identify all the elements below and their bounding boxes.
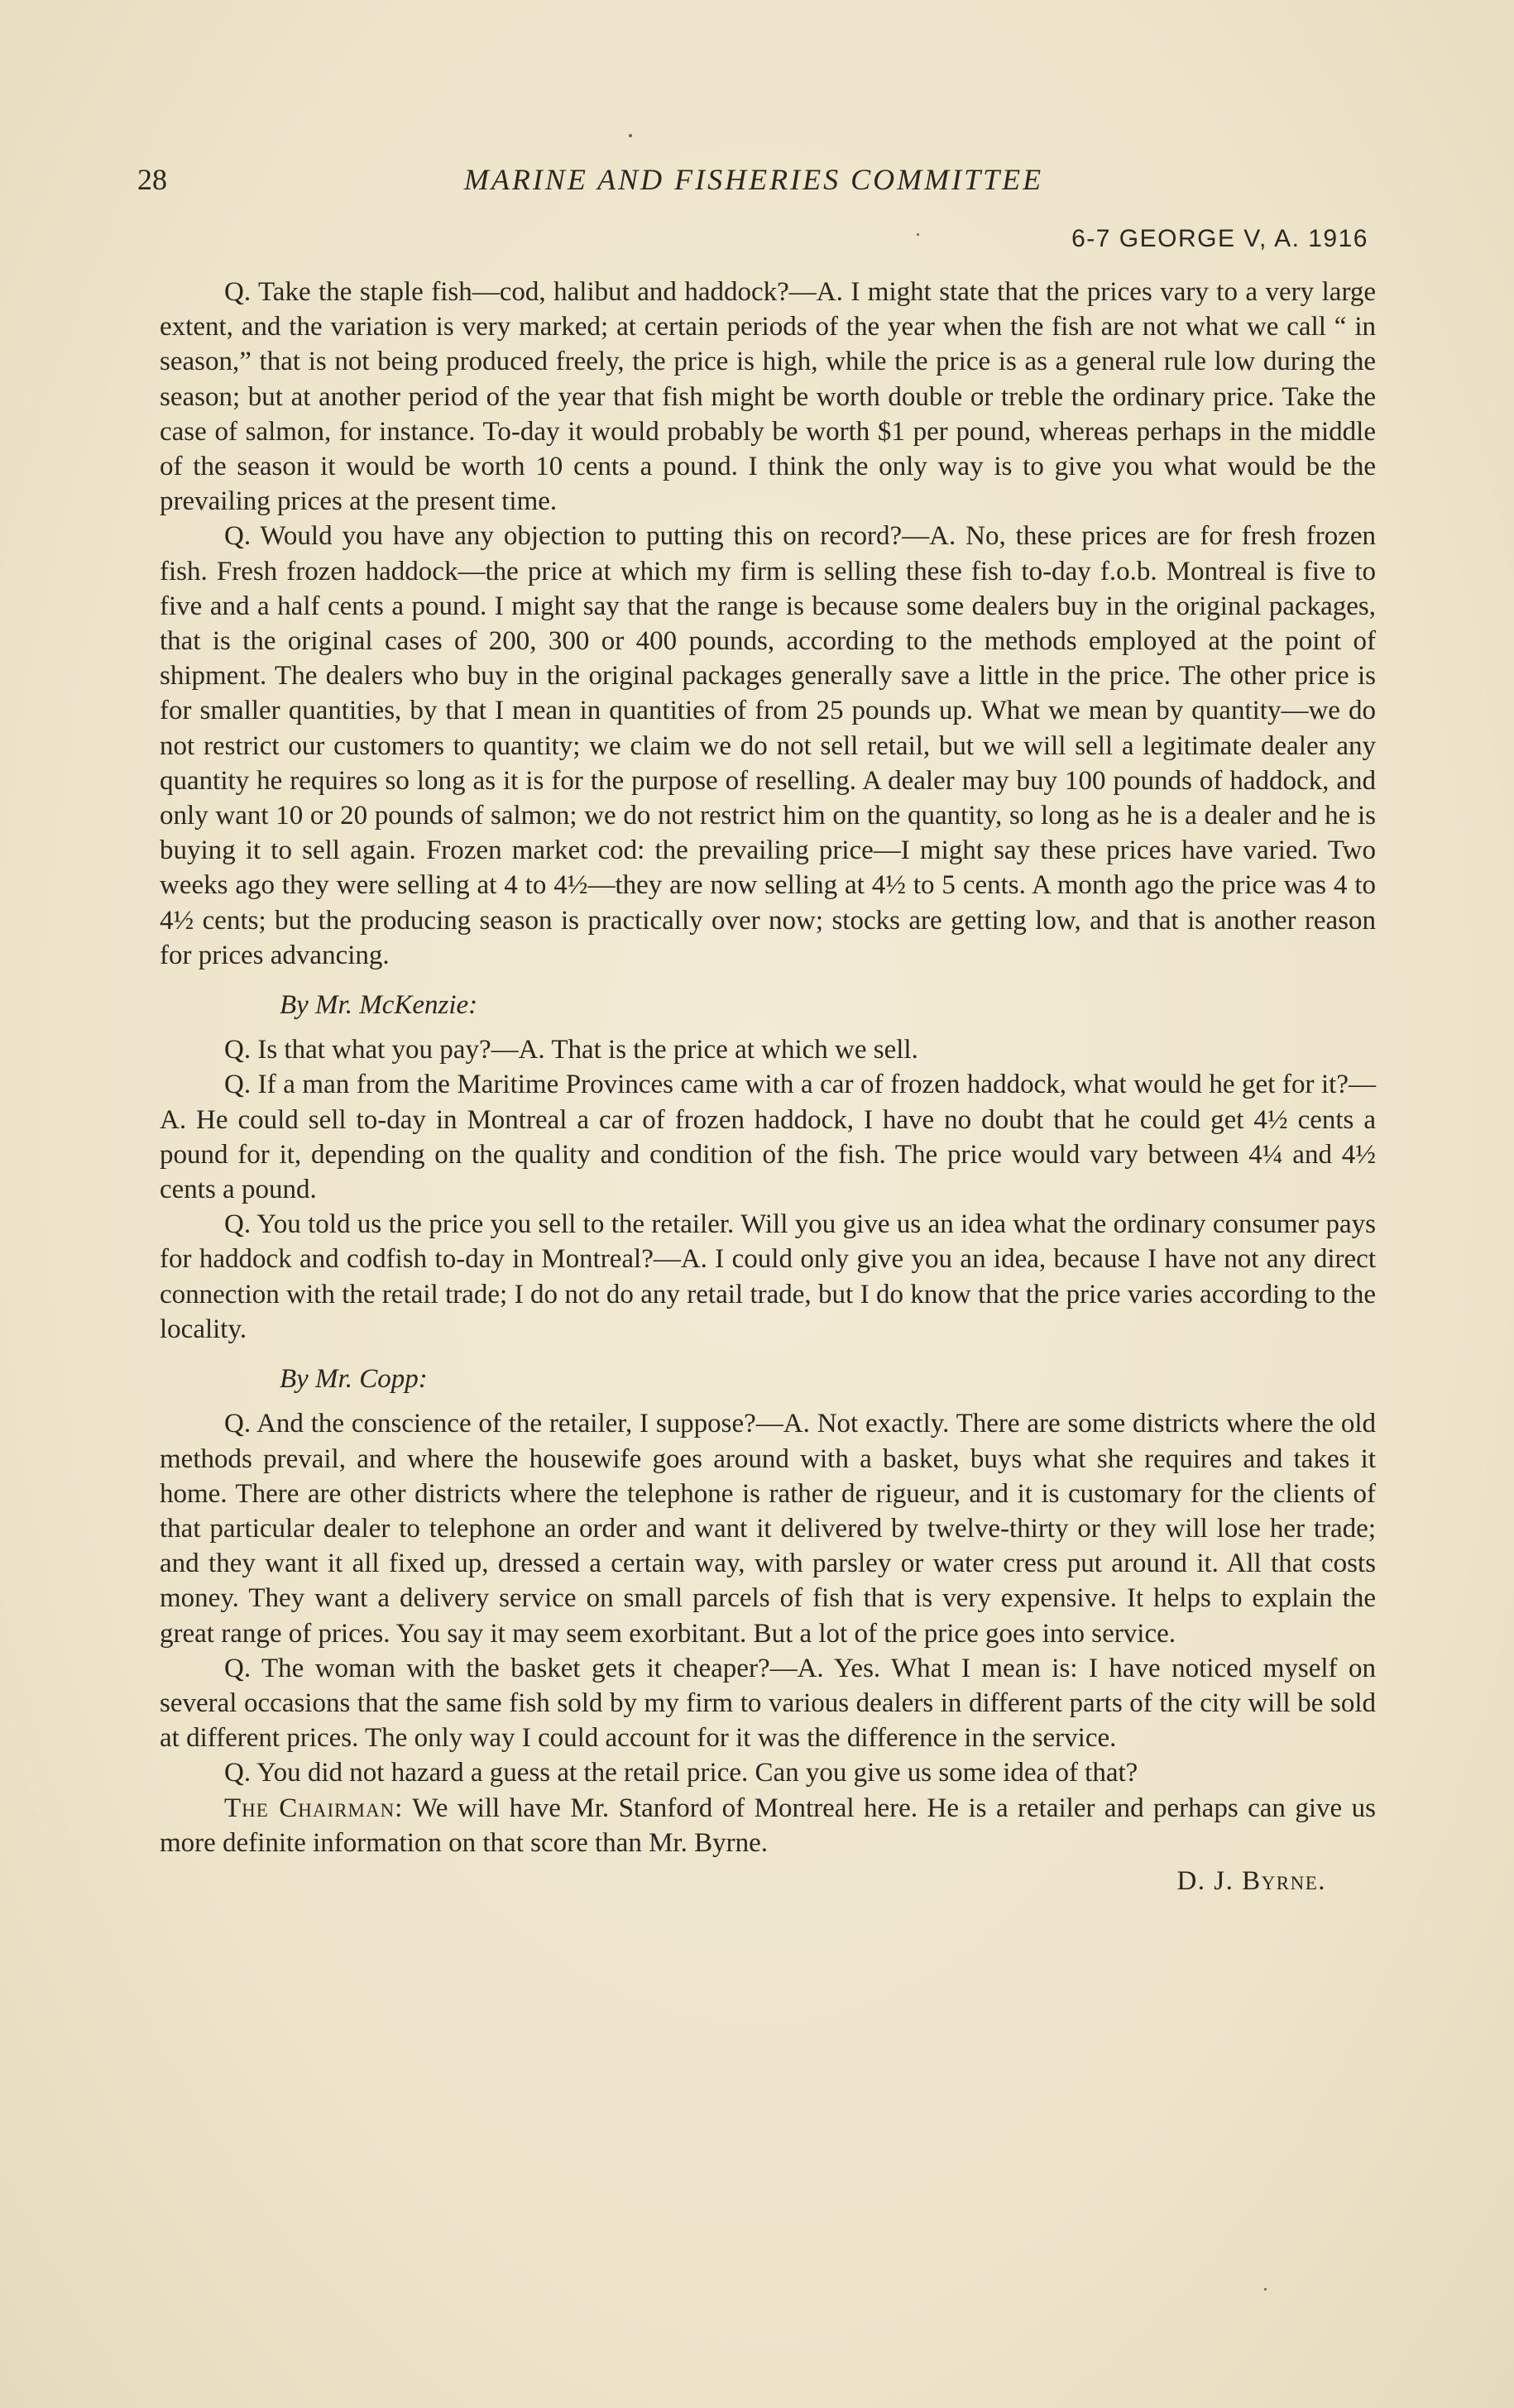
paragraph: Q. You told us the price you sell to the retailer. Will you give us an idea what the ordinary consumer pays for haddock and codfish to-day in Montreal?—A. I could only give you an idea, because I have not any direct connection with the retail trade; I do not do any retail trade, but I do know that the price varies according to the locality. xyxy=(160,1209,1376,1344)
paragraph: Q. You did not hazard a guess at the retail price. Can you give us some idea of that? xyxy=(224,1758,1138,1788)
paragraph: Q. Is that what you pay?—A. That is the price at which we sell. xyxy=(224,1035,918,1065)
paper-speck xyxy=(917,233,919,236)
paper-speck xyxy=(629,134,632,137)
signature: D. J. Byrne. xyxy=(1176,1865,1326,1896)
paragraph: Q. Take the staple fish—cod, halibut and haddock?—A. I might state that the prices vary to a very large extent, and the variation is very marked; at certain periods of the year when the fish are not what we call “ in season,” that is not being produced freely, the price is high, while the price is as a general rule low during the season; but at another period of the year that fish might be worth double or treble the ordinary price. Take the case of salmon, for instance. To-day it would probably be worth $1 per pound, whereas perhaps in the middle of the season it would be worth 10 cents a pound. I think the only way is to give you what would be the prevailing prices at the present time. xyxy=(160,277,1376,517)
paper-speck xyxy=(1264,2288,1267,2291)
chairman-text: We will have Mr. Stanford of Montreal here. He is a retailer and perhaps can give us more definite information on that score than Mr. Byrne. xyxy=(160,1793,1376,1858)
speaker-heading: By Mr. Copp: xyxy=(280,1364,428,1395)
page-number: 28 xyxy=(137,163,167,196)
running-title: MARINE AND FISHERIES COMMITTEE xyxy=(463,163,1044,196)
chairman-label: The Chairman: xyxy=(224,1793,404,1823)
speaker-heading: By Mr. McKenzie: xyxy=(280,990,478,1021)
paragraph: Q. And the conscience of the retailer, I suppose?—A. Not exactly. There are some districts where the old methods prevail, and where the housewife goes around with a basket, buys what she requires and takes it home. There are other districts where the telephone is rather de rigueur, and it is customary for the clients of that particular dealer to telephone an order and want it delivered by twelve-thirty or they will lose her trade; and they want it all fixed up, dressed a certain way, with parsley or water cress put around it. All that costs money. They want a delivery service on small parcels of fish that is very expensive. It helps to explain the great range of prices. You say it may seem exorbitant. But a lot of the price goes into service. xyxy=(160,1409,1376,1649)
paragraph: Q. If a man from the Maritime Provinces came with a car of frozen haddock, what would he get for it?—A. He could sell to-day in Montreal a car of frozen haddock, I have no doubt that he could get 4½ cents a pound for it, depending on the quality and condition of the fish. The price would vary between 4¼ and 4½ cents a pound. xyxy=(160,1070,1376,1205)
document-body xyxy=(160,275,1376,1898)
page-header xyxy=(137,162,1370,212)
paragraph: Q. Would you have any objection to putting this on record?—A. No, these prices are for fresh frozen fish. Fresh frozen haddock—the price at which my firm is selling these fish to-day f.o.b. Montreal is five to five and a half cents a pound. I might say that the range is because some dealers buy in the original packages, that is the original cases of 200, 300 or 400 pounds, according to the methods employed at the point of shipment. The dealers who buy in the original packages generally save a little in the price. The other price is for smaller quantities, by that I mean in quantities of from 25 pounds up. What we mean by quantity—we do not restrict our customers to quantity; we claim we do not sell retail, but we will sell a legitimate dealer any quantity he requires so long as it is for the purpose of reselling. A dealer may buy 100 pounds of haddock, and only want 10 or 20 pounds of salmon; we do not restrict him on the quantity, so long as he is a dealer and he is buying it to sell again. Frozen market cod: the prevailing price—I might say these prices have varied. Two weeks ago they were selling at 4 to 4½—they are now selling at 4½ to 5 cents. A month ago the price was 4 to 4½ cents; but the producing season is practically over now; stocks are getting low, and that is another reason for prices advancing. xyxy=(160,521,1376,970)
paragraph: Q. The woman with the basket gets it cheaper?—A. Yes. What I mean is: I have noticed myself on several occasions that the same fish sold by my firm to various dealers in different parts of the city will be sold at different prices. The only way I could account for it was the difference in the service. xyxy=(160,1653,1376,1754)
paragraph-chairman xyxy=(160,1791,1376,1860)
session-label: 6-7 GEORGE V, A. 1916 xyxy=(1071,225,1368,252)
